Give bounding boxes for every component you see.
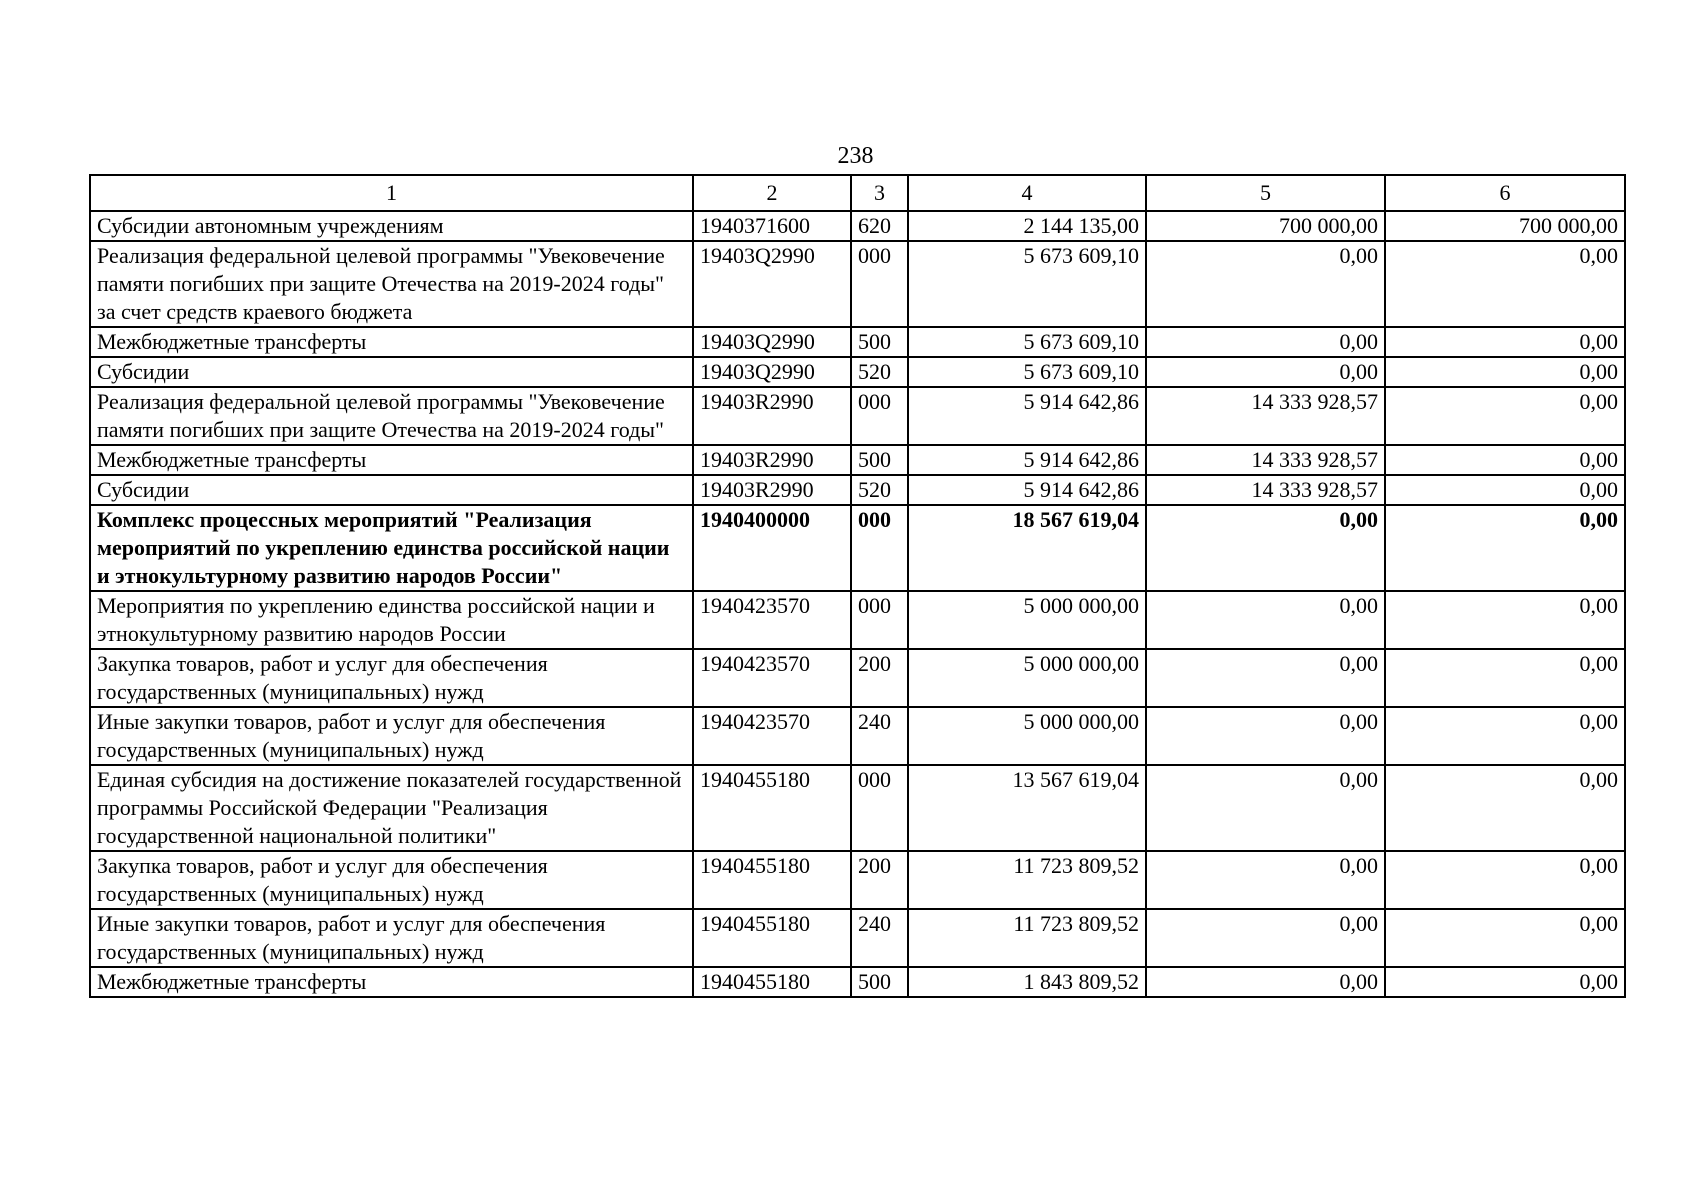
row-type-cell: 200 [851, 649, 908, 707]
table-row [90, 765, 1625, 851]
row-value-col5-cell: 0,00 [1146, 357, 1385, 387]
row-code-cell: 19403Q2990 [693, 357, 851, 387]
row-code-cell: 1940423570 [693, 591, 851, 649]
table-row [90, 591, 1625, 649]
row-type-cell: 000 [851, 387, 908, 445]
table-row [90, 967, 1625, 997]
row-value-col5-cell: 0,00 [1146, 505, 1385, 591]
row-value-col6-cell: 0,00 [1385, 909, 1625, 967]
table-row [90, 387, 1625, 445]
budget-table [89, 174, 1626, 998]
row-value-col5-cell: 14 333 928,57 [1146, 475, 1385, 505]
row-value-col4-cell: 5 673 609,10 [908, 357, 1146, 387]
table-row [90, 505, 1625, 591]
row-value-col4-cell: 5 000 000,00 [908, 591, 1146, 649]
page-number: 238 [837, 143, 874, 169]
row-code-cell: 19403R2990 [693, 387, 851, 445]
row-value-col5-cell: 14 333 928,57 [1146, 445, 1385, 475]
row-value-col6-cell: 0,00 [1385, 649, 1625, 707]
row-name-cell: Иные закупки товаров, работ и услуг для обеспечения государственных (муниципальных) нужд [90, 909, 693, 967]
row-name-cell: Реализация федеральной целевой программы "Увековечение памяти погибших при защите Отечества на 2019-2024 годы" [90, 387, 693, 445]
row-type-cell: 620 [851, 211, 908, 241]
row-name-cell: Закупка товаров, работ и услуг для обеспечения государственных (муниципальных) нужд [90, 851, 693, 909]
row-code-cell: 1940455180 [693, 765, 851, 851]
row-name-cell: Мероприятия по укреплению единства российской нации и этнокультурному развитию народов России [90, 591, 693, 649]
row-type-cell: 500 [851, 967, 908, 997]
row-value-col6-cell: 0,00 [1385, 445, 1625, 475]
row-name-cell: Субсидии [90, 357, 693, 387]
row-value-col6-cell: 0,00 [1385, 357, 1625, 387]
row-value-col5-cell: 0,00 [1146, 909, 1385, 967]
row-type-cell: 000 [851, 765, 908, 851]
header-col-4: 4 [908, 175, 1146, 211]
header-col-5: 5 [1146, 175, 1385, 211]
row-type-cell: 240 [851, 707, 908, 765]
row-code-cell: 1940455180 [693, 851, 851, 909]
row-name-cell: Субсидии [90, 475, 693, 505]
row-name-cell: Комплекс процессных мероприятий "Реализация мероприятий по укреплению единства российской нации и этнокультурному развитию народов России" [90, 505, 693, 591]
table-row [90, 649, 1625, 707]
row-value-col4-cell: 2 144 135,00 [908, 211, 1146, 241]
row-value-col4-cell: 5 914 642,86 [908, 387, 1146, 445]
row-type-cell: 000 [851, 591, 908, 649]
row-code-cell: 19403Q2990 [693, 241, 851, 327]
row-value-col4-cell: 5 000 000,00 [908, 707, 1146, 765]
table-row [90, 357, 1625, 387]
row-name-cell: Единая субсидия на достижение показателей государственной программы Российской Федерации "Реализация государственной национальной политики" [90, 765, 693, 851]
row-code-cell: 19403R2990 [693, 475, 851, 505]
row-type-cell: 500 [851, 327, 908, 357]
row-name-cell: Межбюджетные трансферты [90, 445, 693, 475]
row-value-col5-cell: 0,00 [1146, 851, 1385, 909]
row-value-col5-cell: 0,00 [1146, 967, 1385, 997]
header-col-1: 1 [90, 175, 693, 211]
header-col-2: 2 [693, 175, 851, 211]
row-name-cell: Закупка товаров, работ и услуг для обеспечения государственных (муниципальных) нужд [90, 649, 693, 707]
table-row [90, 327, 1625, 357]
row-code-cell: 1940371600 [693, 211, 851, 241]
row-value-col4-cell: 5 914 642,86 [908, 475, 1146, 505]
row-value-col6-cell: 0,00 [1385, 387, 1625, 445]
row-name-cell: Межбюджетные трансферты [90, 327, 693, 357]
table-header-row [90, 175, 1625, 211]
table-row [90, 851, 1625, 909]
row-name-cell: Субсидии автономным учреждениям [90, 211, 693, 241]
row-value-col4-cell: 13 567 619,04 [908, 765, 1146, 851]
row-code-cell: 1940400000 [693, 505, 851, 591]
row-type-cell: 000 [851, 505, 908, 591]
row-value-col6-cell: 0,00 [1385, 851, 1625, 909]
table-row [90, 241, 1625, 327]
header-col-3: 3 [851, 175, 908, 211]
row-value-col6-cell: 0,00 [1385, 765, 1625, 851]
row-value-col5-cell: 0,00 [1146, 649, 1385, 707]
row-value-col4-cell: 5 914 642,86 [908, 445, 1146, 475]
table-row [90, 707, 1625, 765]
row-name-cell: Иные закупки товаров, работ и услуг для обеспечения государственных (муниципальных) нужд [90, 707, 693, 765]
row-value-col6-cell: 0,00 [1385, 505, 1625, 591]
row-value-col5-cell: 14 333 928,57 [1146, 387, 1385, 445]
row-code-cell: 1940423570 [693, 707, 851, 765]
row-value-col6-cell: 700 000,00 [1385, 211, 1625, 241]
table-row [90, 909, 1625, 967]
row-value-col4-cell: 11 723 809,52 [908, 851, 1146, 909]
row-value-col4-cell: 11 723 809,52 [908, 909, 1146, 967]
row-value-col4-cell: 5 000 000,00 [908, 649, 1146, 707]
row-value-col5-cell: 700 000,00 [1146, 211, 1385, 241]
row-name-cell: Реализация федеральной целевой программы "Увековечение памяти погибших при защите Отечества на 2019-2024 годы" за счет средств краевого бюджета [90, 241, 693, 327]
row-type-cell: 240 [851, 909, 908, 967]
row-value-col6-cell: 0,00 [1385, 327, 1625, 357]
row-type-cell: 520 [851, 475, 908, 505]
row-value-col6-cell: 0,00 [1385, 591, 1625, 649]
row-value-col6-cell: 0,00 [1385, 241, 1625, 327]
row-value-col4-cell: 5 673 609,10 [908, 241, 1146, 327]
row-value-col5-cell: 0,00 [1146, 707, 1385, 765]
row-type-cell: 000 [851, 241, 908, 327]
row-code-cell: 19403R2990 [693, 445, 851, 475]
row-type-cell: 520 [851, 357, 908, 387]
row-value-col4-cell: 1 843 809,52 [908, 967, 1146, 997]
row-value-col5-cell: 0,00 [1146, 241, 1385, 327]
row-value-col6-cell: 0,00 [1385, 707, 1625, 765]
header-col-6: 6 [1385, 175, 1625, 211]
table-row [90, 445, 1625, 475]
row-value-col6-cell: 0,00 [1385, 475, 1625, 505]
row-type-cell: 500 [851, 445, 908, 475]
row-value-col4-cell: 18 567 619,04 [908, 505, 1146, 591]
row-code-cell: 19403Q2990 [693, 327, 851, 357]
row-value-col5-cell: 0,00 [1146, 765, 1385, 851]
row-code-cell: 1940455180 [693, 909, 851, 967]
table-row [90, 475, 1625, 505]
row-name-cell: Межбюджетные трансферты [90, 967, 693, 997]
row-code-cell: 1940423570 [693, 649, 851, 707]
row-value-col4-cell: 5 673 609,10 [908, 327, 1146, 357]
row-value-col5-cell: 0,00 [1146, 591, 1385, 649]
row-code-cell: 1940455180 [693, 967, 851, 997]
row-type-cell: 200 [851, 851, 908, 909]
row-value-col6-cell: 0,00 [1385, 967, 1625, 997]
table-row [90, 211, 1625, 241]
row-value-col5-cell: 0,00 [1146, 327, 1385, 357]
